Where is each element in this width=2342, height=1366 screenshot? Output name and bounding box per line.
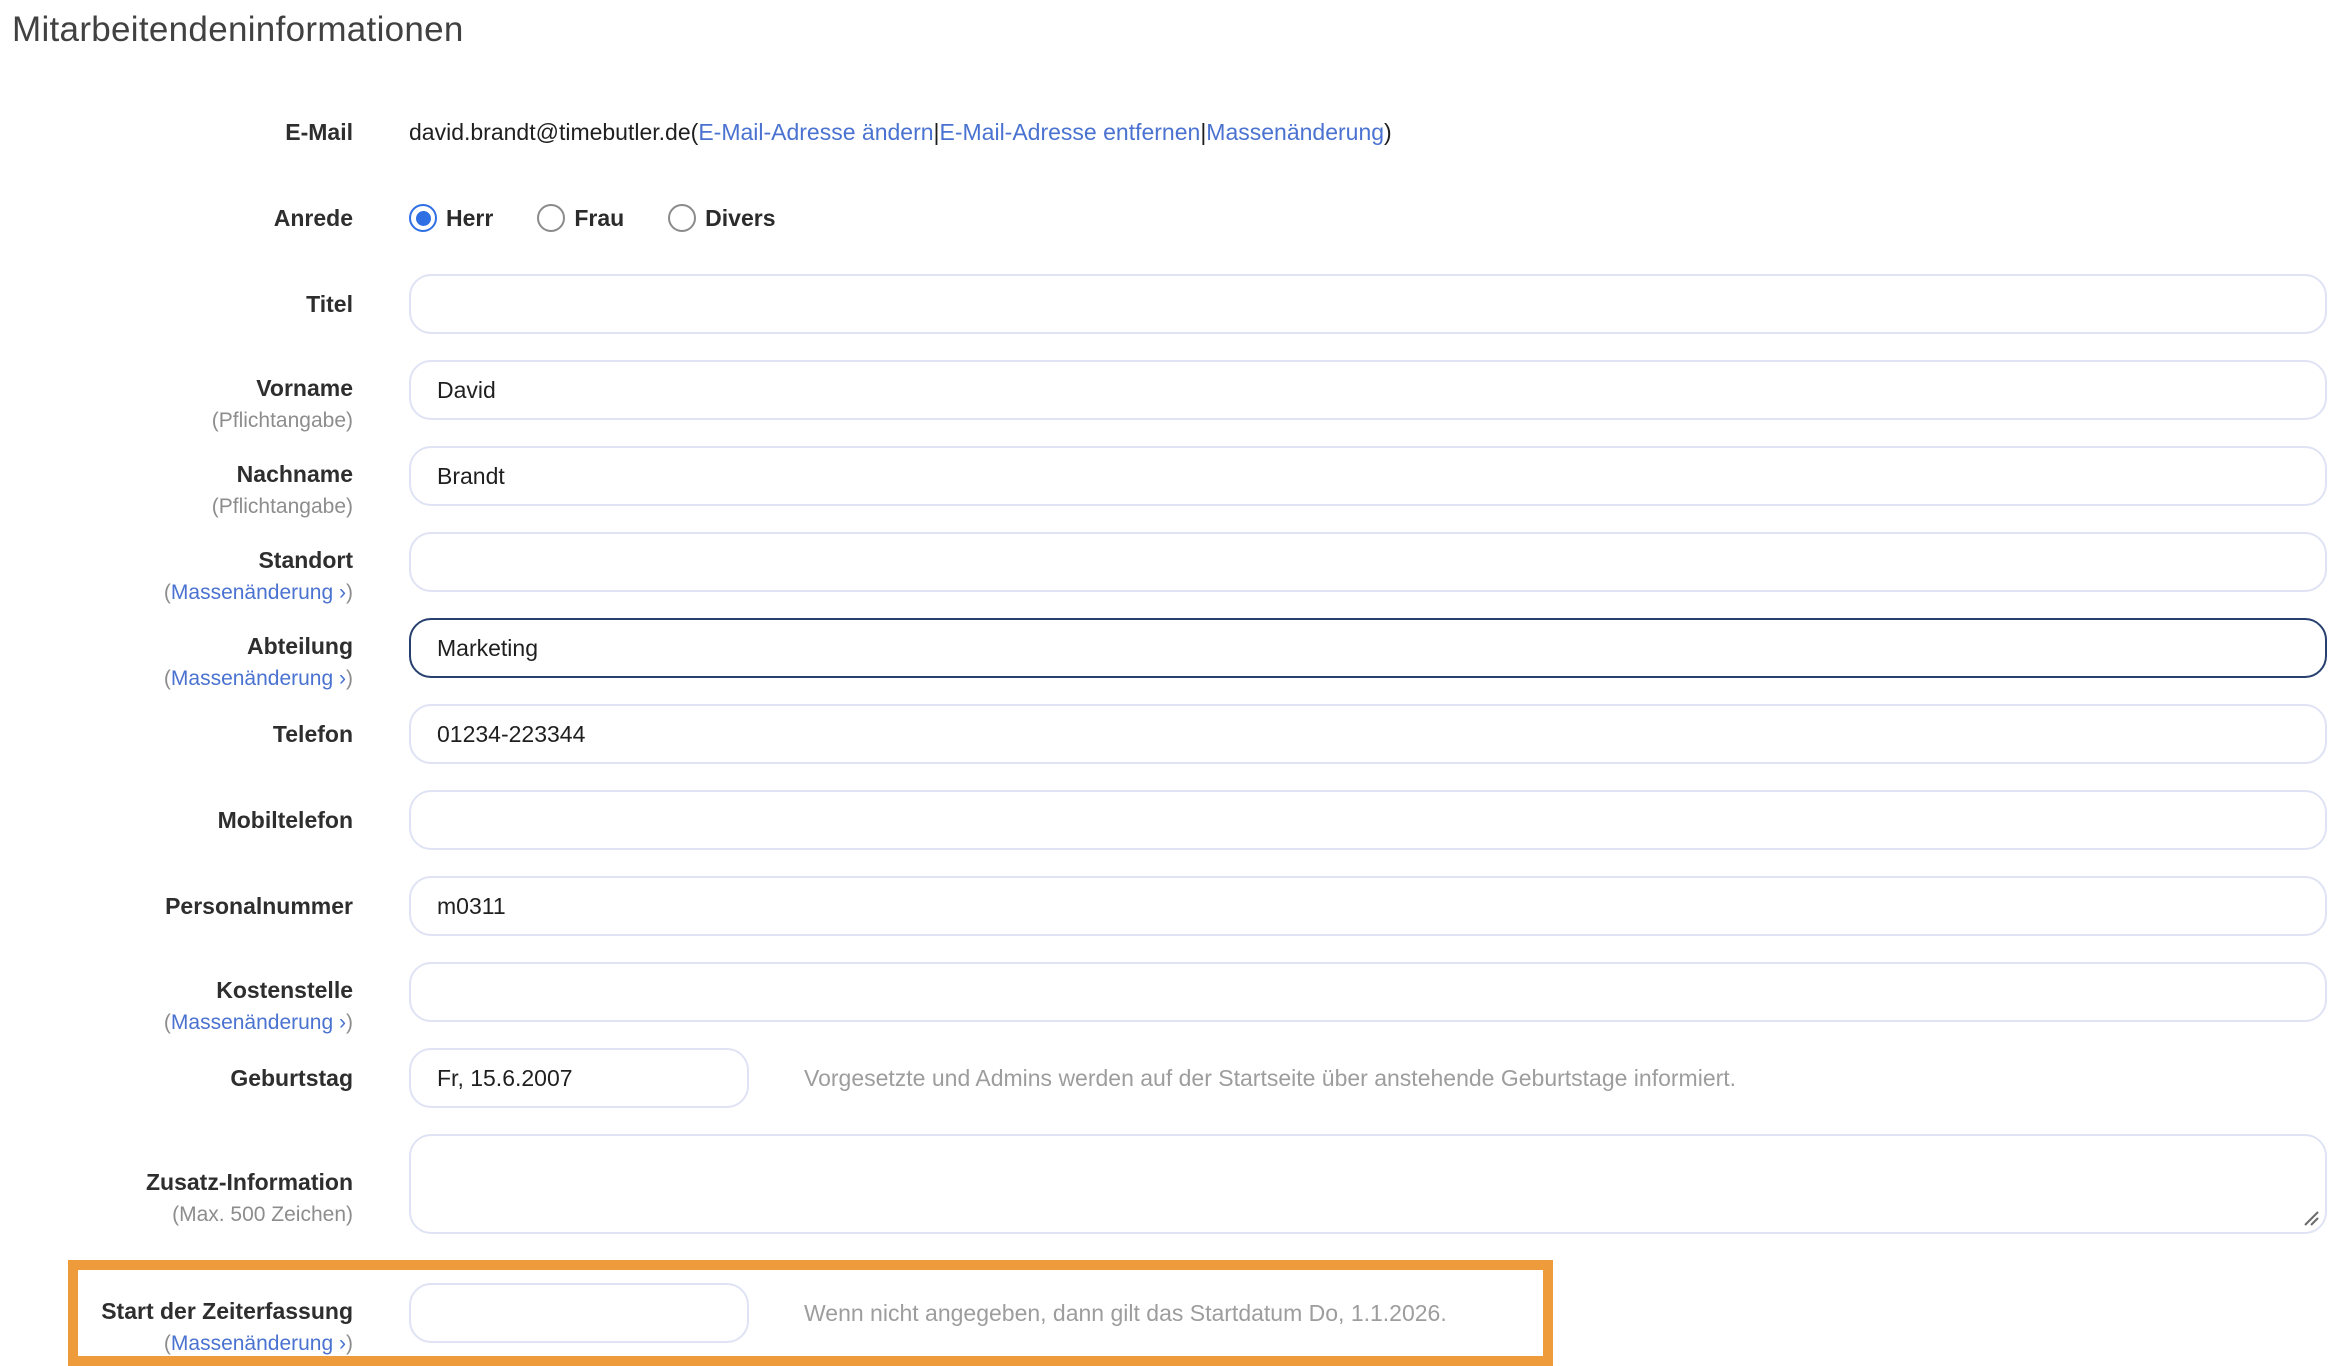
vorname-sublabel: (Pflichtangabe) <box>211 408 353 432</box>
field-row-anrede <box>12 188 2327 248</box>
nachname-labels <box>12 460 353 520</box>
email-paren-open: ( <box>690 118 699 145</box>
zusatz-sublabel: (Max. 500 Zeichen) <box>172 1202 353 1226</box>
employee-info-form <box>12 102 2327 1366</box>
personalnummer-input[interactable] <box>409 876 2327 936</box>
kostenstelle-labels <box>12 976 353 1036</box>
start-zeiterfassung-input[interactable] <box>409 1283 749 1343</box>
field-row-start-zeiterfassung <box>78 1283 1543 1355</box>
titel-input[interactable] <box>409 274 2327 334</box>
email-paren-close: ) <box>1384 118 1392 145</box>
field-row-titel <box>12 274 2327 334</box>
standort-label: Standort <box>258 547 353 573</box>
paren-open: ( <box>163 666 171 690</box>
standort-massenaenderung-link[interactable]: Massenänderung › <box>170 580 346 604</box>
radio-divers-icon[interactable] <box>668 204 696 232</box>
email-bulk-edit-link[interactable]: Massenänderung <box>1206 118 1385 145</box>
nachname-label: Nachname <box>236 461 353 487</box>
abteilung-labels <box>12 632 353 692</box>
radio-dot <box>675 211 690 226</box>
start-zeiterfassung-labels <box>78 1297 353 1357</box>
radio-frau-label: Frau <box>574 204 625 231</box>
abteilung-massenaenderung-link[interactable]: Massenänderung › <box>170 666 346 690</box>
field-row-vorname <box>12 360 2327 432</box>
titel-labels <box>12 290 353 319</box>
zusatz-labels <box>12 1168 353 1228</box>
time-tracking-highlight-box <box>68 1260 1553 1366</box>
standort-labels <box>12 546 353 606</box>
field-row-telefon <box>12 704 2327 764</box>
radio-dot <box>416 211 431 226</box>
anrede-label: Anrede <box>273 204 353 231</box>
field-row-standort <box>12 532 2327 604</box>
vorname-label: Vorname <box>256 375 353 401</box>
radio-option-herr[interactable] <box>409 204 493 232</box>
personalnummer-labels <box>12 892 353 921</box>
field-row-geburtstag <box>12 1048 2327 1108</box>
mobiltelefon-label: Mobiltelefon <box>217 806 353 833</box>
titel-label: Titel <box>306 290 353 317</box>
abteilung-input[interactable] <box>409 618 2327 678</box>
telefon-input[interactable] <box>409 704 2327 764</box>
mobiltelefon-input[interactable] <box>409 790 2327 850</box>
zusatz-label: Zusatz-Information <box>146 1169 353 1195</box>
email-value: david.brandt@timebutler.de <box>409 118 691 145</box>
kostenstelle-input[interactable] <box>409 962 2327 1022</box>
field-row-zusatz-information <box>12 1134 2327 1234</box>
telefon-label: Telefon <box>272 720 353 747</box>
anrede-labels <box>12 204 353 233</box>
paren-open: ( <box>163 1331 171 1355</box>
email-separator: | <box>933 118 940 145</box>
email-remove-link[interactable]: E-Mail-Adresse entfernen <box>939 118 1201 145</box>
email-value-line <box>409 102 2327 162</box>
personalnummer-label: Personalnummer <box>165 892 353 919</box>
paren-open: ( <box>163 1010 171 1034</box>
paren-close: ) <box>346 1331 353 1355</box>
email-labels <box>12 118 353 147</box>
zusatz-textarea-wrap <box>409 1134 2327 1234</box>
start-zeiterfassung-massenaenderung-link[interactable]: Massenänderung › <box>170 1331 346 1355</box>
radio-frau-icon[interactable] <box>537 204 565 232</box>
resize-handle-icon[interactable] <box>2301 1208 2319 1226</box>
zusatz-textarea[interactable] <box>409 1134 2327 1234</box>
paren-open: ( <box>163 580 171 604</box>
field-row-email <box>12 102 2327 162</box>
start-zeiterfassung-hint: Wenn nicht angegeben, dann gilt das Startdatum Do, 1.1.2026. <box>804 1299 1447 1326</box>
standort-sublabel <box>12 580 353 606</box>
field-row-kostenstelle <box>12 962 2327 1034</box>
kostenstelle-massenaenderung-link[interactable]: Massenänderung › <box>170 1010 346 1034</box>
standort-input[interactable] <box>409 532 2327 592</box>
field-row-abteilung <box>12 618 2327 690</box>
paren-close: ) <box>346 1010 353 1034</box>
start-zeiterfassung-sublabel <box>78 1331 353 1357</box>
abteilung-label: Abteilung <box>246 633 353 659</box>
paren-close: ) <box>346 580 353 604</box>
radio-herr-label: Herr <box>446 204 494 231</box>
kostenstelle-sublabel <box>12 1010 353 1036</box>
field-row-mobiltelefon <box>12 790 2327 850</box>
email-separator: | <box>1200 118 1207 145</box>
kostenstelle-label: Kostenstelle <box>216 977 353 1003</box>
email-change-link[interactable]: E-Mail-Adresse ändern <box>698 118 934 145</box>
radio-divers-label: Divers <box>705 204 776 231</box>
page-title: Mitarbeitendeninformationen <box>12 10 464 49</box>
nachname-sublabel: (Pflichtangabe) <box>211 494 353 518</box>
email-label: E-Mail <box>285 118 353 145</box>
anrede-radio-group <box>409 188 2327 248</box>
field-row-personalnummer <box>12 876 2327 936</box>
mobiltelefon-labels <box>12 806 353 835</box>
vorname-labels <box>12 374 353 434</box>
vorname-input[interactable] <box>409 360 2327 420</box>
geburtstag-hint: Vorgesetzte und Admins werden auf der Startseite über anstehende Geburtstage informiert. <box>804 1064 1737 1091</box>
geburtstag-labels <box>12 1064 353 1093</box>
geburtstag-input[interactable] <box>409 1048 749 1108</box>
start-zeiterfassung-label: Start der Zeiterfassung <box>101 1298 353 1324</box>
radio-dot <box>544 211 559 226</box>
paren-close: ) <box>346 666 353 690</box>
telefon-labels <box>12 720 353 749</box>
nachname-input[interactable] <box>409 446 2327 506</box>
field-row-nachname <box>12 446 2327 518</box>
radio-option-divers[interactable] <box>668 204 775 232</box>
abteilung-sublabel <box>12 666 353 692</box>
geburtstag-label: Geburtstag <box>230 1064 353 1091</box>
radio-herr-icon[interactable] <box>409 204 437 232</box>
radio-option-frau[interactable] <box>537 204 624 232</box>
